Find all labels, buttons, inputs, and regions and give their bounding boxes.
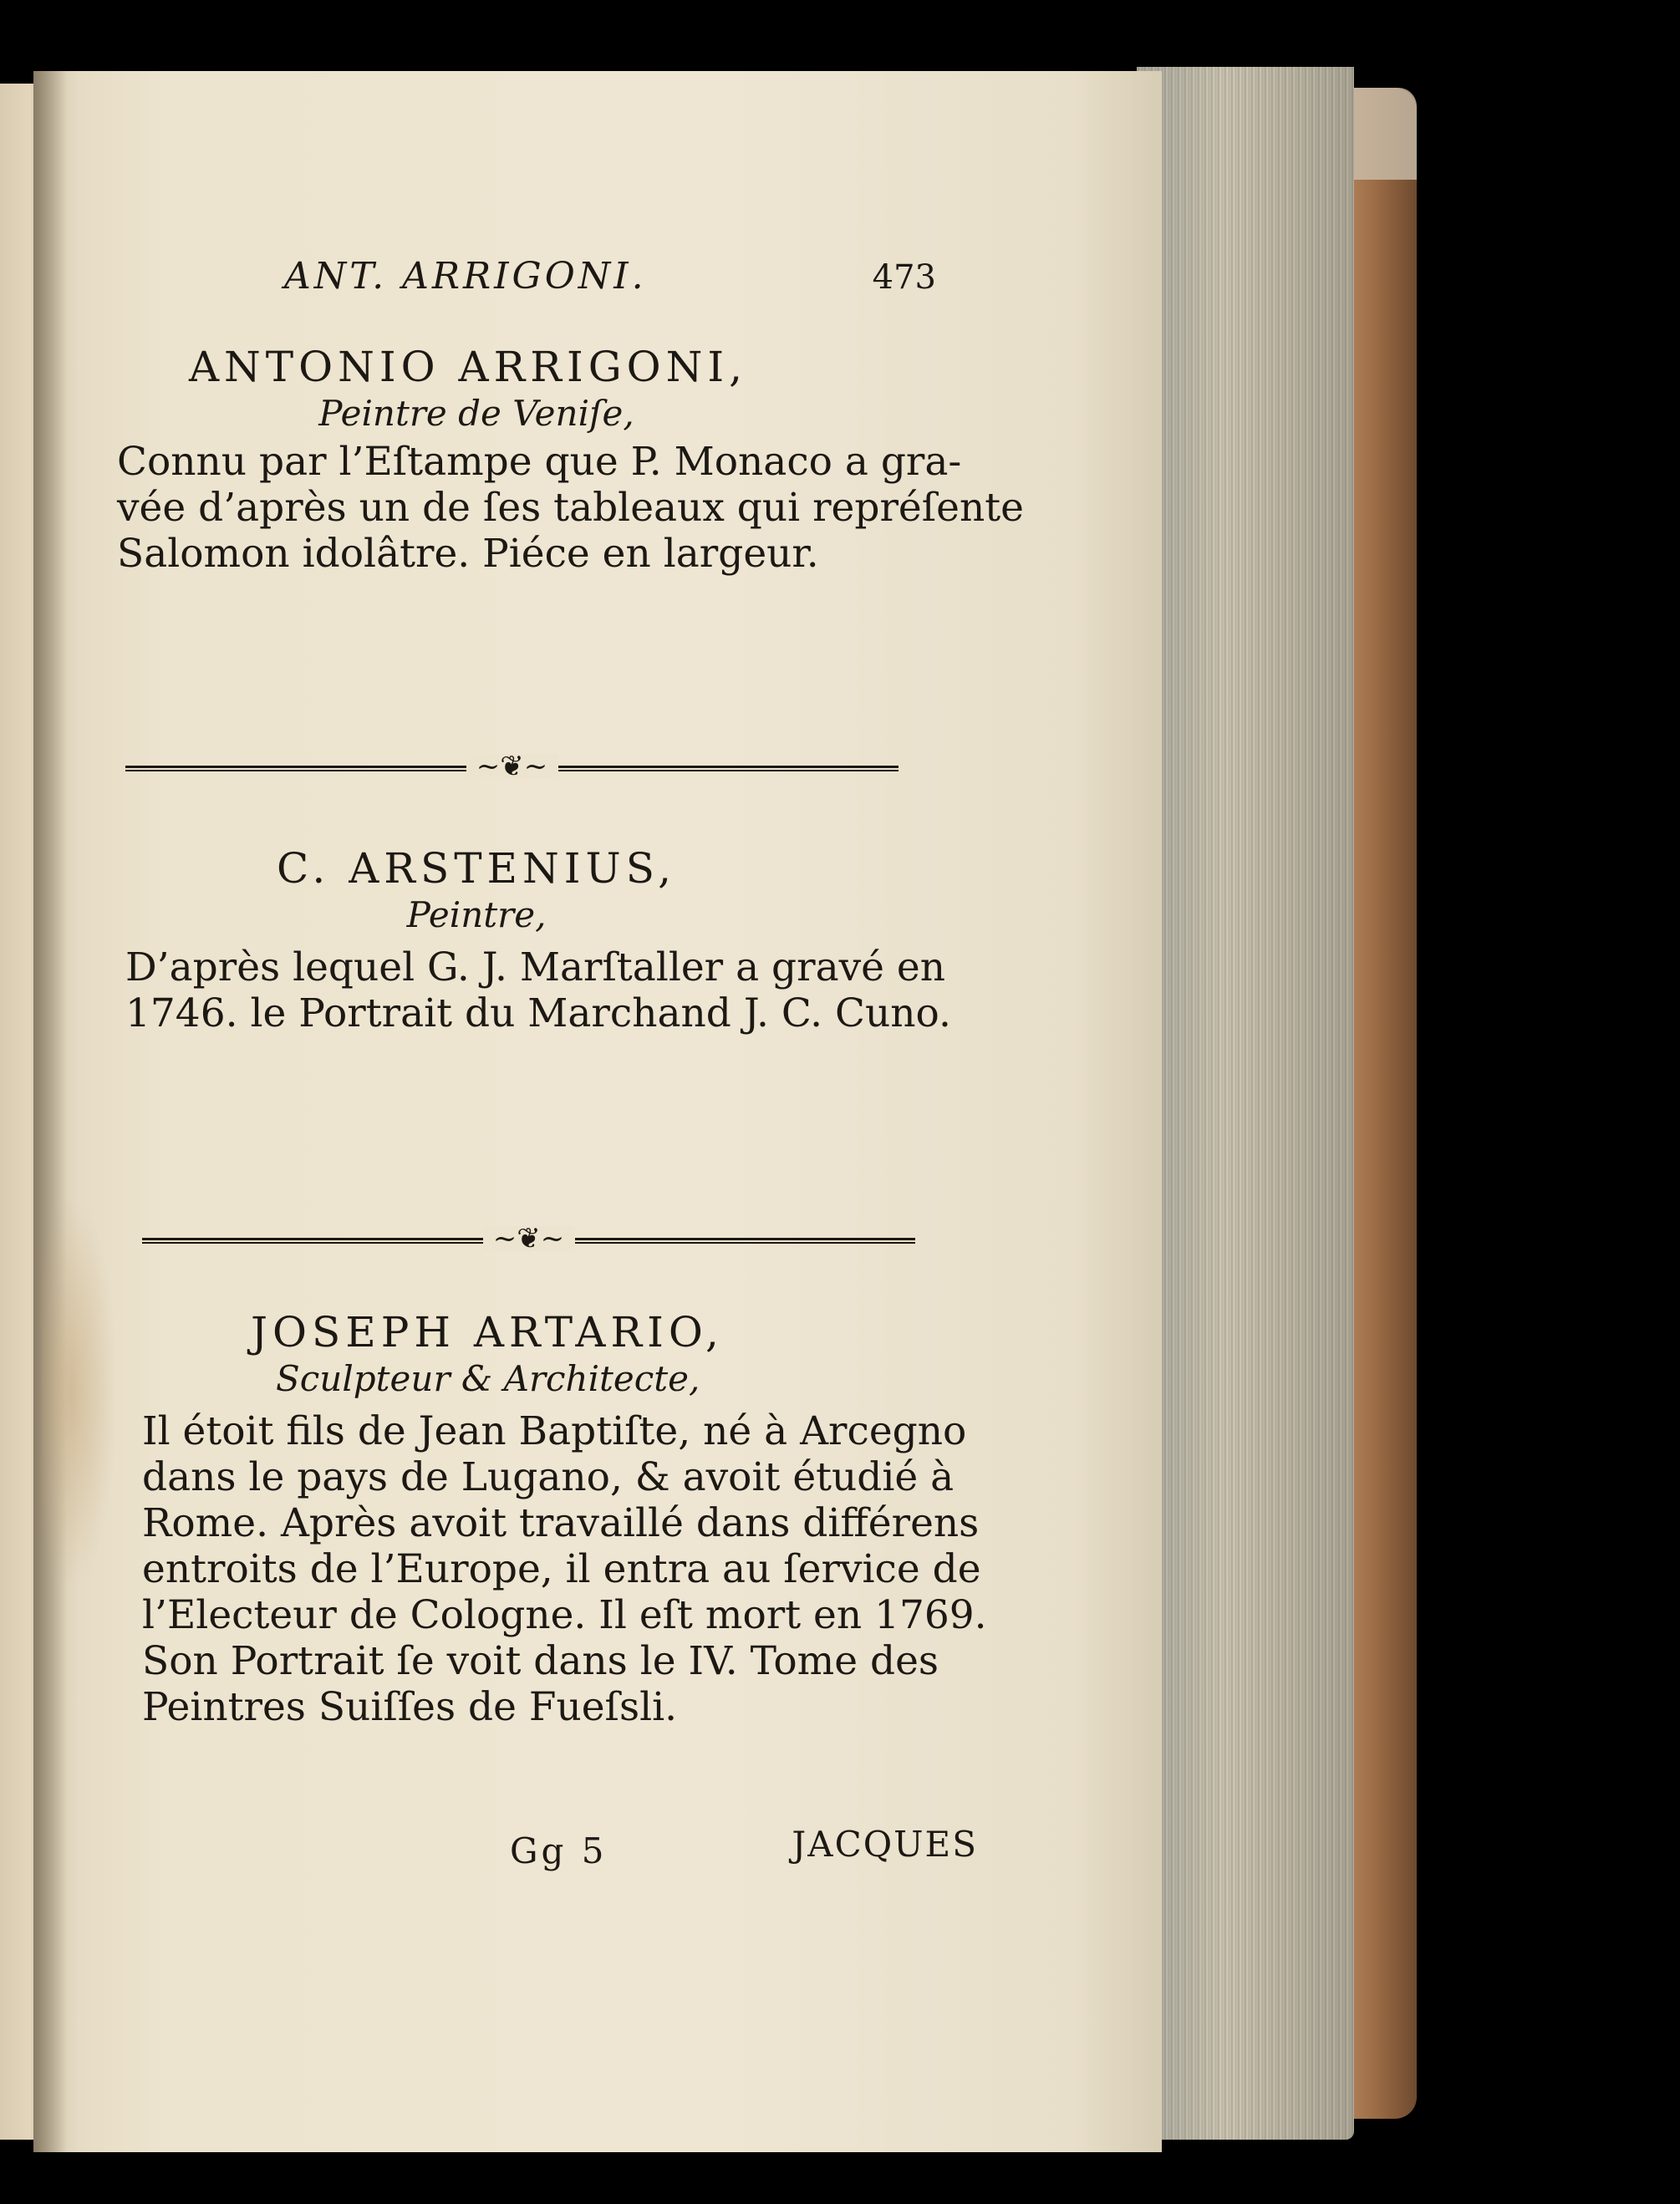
ornamental-divider [142, 1222, 915, 1255]
entry-body [117, 439, 1024, 577]
entry-role: Peintre de Veniſe, [318, 393, 634, 434]
body-line: Salomon idolâtre. Piéce en largeur. [117, 531, 819, 577]
body-line: entroits de l’Europe, il entra au ſervice de [142, 1546, 981, 1592]
body-line: l’Electeur de Cologne. Il eſt mort en 1769. [142, 1592, 987, 1638]
body-line: D’après lequel G. J. Marſtaller a gravé en [125, 944, 946, 990]
entry-name: C. ARSTENIUS, [276, 844, 677, 893]
signature-mark: Gg 5 [510, 1830, 608, 1871]
body-line: Connu par l’Eſtampe que P. Monaco a gra- [117, 439, 962, 485]
body-line: dans le pays de Lugano, & avoit étudié à [142, 1454, 955, 1500]
body-line: Son Portrait ſe voit dans le IV. Tome des [142, 1638, 939, 1684]
body-line: vée d’après un de ſes tableaux qui repréſente [117, 485, 1024, 531]
body-line: Il étoit fils de Jean Baptiſte, né à Arcegno [142, 1408, 967, 1454]
entry-role: Sculpteur & Architecte, [276, 1358, 700, 1399]
page-footer [510, 1824, 978, 1889]
running-title: ANT. ARRIGONI. [284, 255, 647, 298]
entry-role: Peintre, [406, 894, 547, 935]
entry-name: JOSEPH ARTARIO, [251, 1308, 724, 1357]
body-line: 1746. le Portrait du Marchand J. C. Cuno. [125, 990, 951, 1036]
entry-body [142, 1408, 987, 1730]
ornament-glyph: ~❦~ [483, 1226, 575, 1251]
entry-body [125, 944, 951, 1036]
book-page [33, 71, 1162, 2152]
page-number: 473 [872, 258, 936, 297]
ornamental-divider [125, 750, 899, 783]
ornament-glyph: ~❦~ [466, 754, 558, 779]
gutter-shadow [33, 71, 67, 2152]
catchword: JACQUES [792, 1824, 978, 1865]
page-header [284, 255, 936, 313]
page-edges [1137, 67, 1354, 2140]
entry-name: ANTONIO ARRIGONI, [188, 343, 748, 391]
paper-stain [42, 1191, 117, 1592]
body-line: Peintres Suiſſes de Fueſsli. [142, 1684, 678, 1730]
body-line: Rome. Après avoit travaillé dans différens [142, 1500, 980, 1546]
